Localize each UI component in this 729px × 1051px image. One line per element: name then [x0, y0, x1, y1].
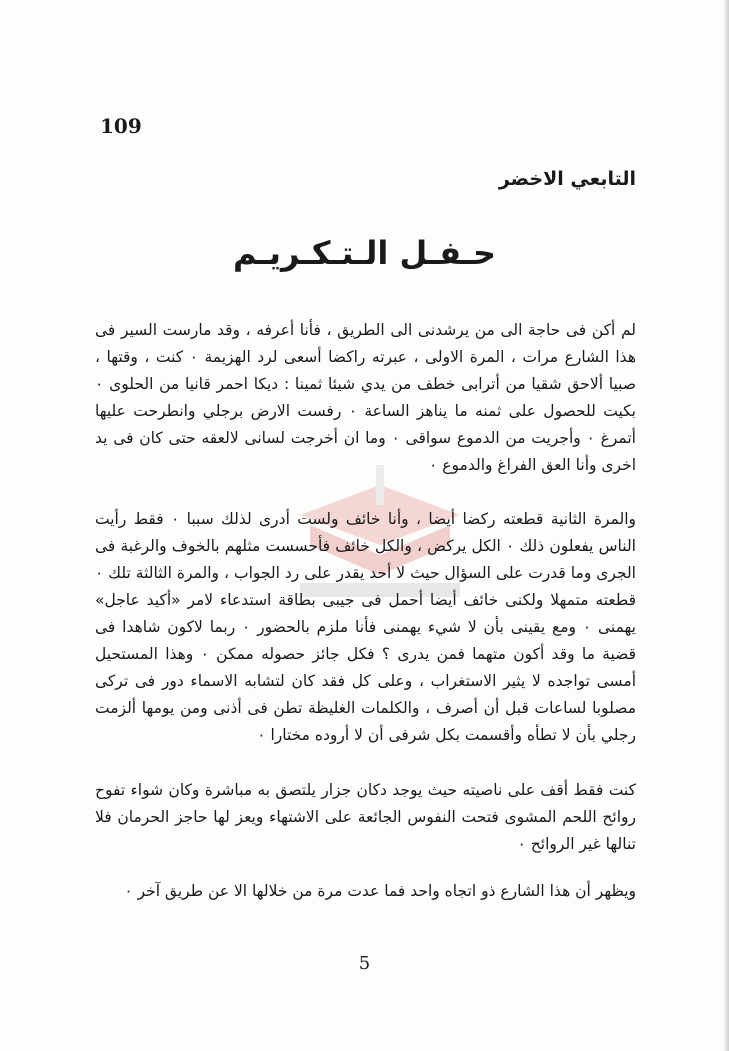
folio-page-number: 5: [358, 953, 371, 974]
paragraph-text: كنت فقط أقف على ناصيته حيث يوجد دكان جزار يلتصق به مباشرة وكان شواء تفوح روائح اللحم المشوى فتحت النفوس الجائعة على الاشتهاء ويعز لها حاجز الحرمان فلا تنالها غير الروائح ٠: [95, 781, 636, 853]
paragraph-text: لم أكن فى حاجة الى من يرشدنى الى الطريق ، فأنا أعرفه ، وقد مارست السير فى هذا الشارع مرات ، المرة الاولى ، عبرته راكضا أسعى لرد الهزيمة ٠ كنت ، وقتها ، صبيا ألاحق شقيا من أترابى خطف من يدي شيئا ثمينا : ديكا احمر قانيا من الحلوى ٠ بكيت للحصول على ثمنه ما يناهز الساعة ٠ رفست الارض برجلي وانطرحت عليها أتمرغ ٠ وأجريت من الدموع سواقى ٠ وما ان أخرجت لسانى لالعقه حتى كان فى يد اخرى وأنا العق الفراغ والدموع ٠: [95, 321, 636, 474]
paragraph-3: [95, 777, 636, 858]
paragraph-2: [95, 506, 636, 749]
paragraph-text: ويظهر أن هذا الشارع ذو اتجاه واحد فما عدت مرة من خلالها الا عن طريق آخر ٠: [124, 882, 636, 900]
paragraph-text: والمرة الثانية قطعته ركضا أيضا ، وأنا خائف ولست أدرى لذلك سببا ٠ فقط رأيت الناس يفعلون ذلك ٠ الكل يركض ، والكل خائف فأحسست مثلهم بالخوف والرغبة فى الجرى وما قدرت على السؤال حيث لا أحد يقدر على رد الجواب ، والمرة الثالثة تلك ٠ قطعته متمهلا ولكنى خائف أيضا أحمل فى جيبى بطاقة استدعاء لامر «أكيد عاجل» يهمنى ٠ ومع يقينى بأن لا شيء يهمنى فأنا ملزم بالحضور ٠ ربما لاكون شاهدا فى قضية ما وقد أكون متهما فمن يدرى ؟ فكل جائز حصوله ممكن ٠ وهذا المستحيل أمسى تواجده لا يثير الاستغراب ، وعلى كل فقد كان لتشابه الاسماء دور فى تركى مصلوبا لساعات قبل أن أصرف ، والكلمات الغليظة تطن فى أذنى ومن يومها ألزمت رجلي بأن لا تطأه وأقسمت بكل شرفى أن لا أروده مختارا ٠: [95, 510, 636, 744]
paragraph-1: [95, 317, 636, 479]
story-title: حـفـل الـتـكـريـم: [232, 234, 497, 272]
page-edge-shadow: [723, 0, 729, 1051]
paragraph-4: [95, 878, 636, 905]
top-page-number: 109: [100, 114, 142, 138]
author-name: التابعي الاخضر: [498, 168, 636, 190]
